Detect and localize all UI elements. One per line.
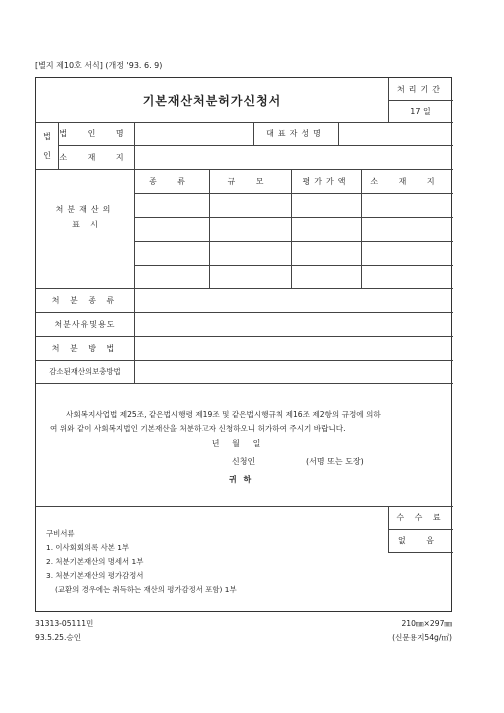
representative-field[interactable] (339, 123, 452, 144)
disposal-type-label: 처 분 종 류 (51, 295, 119, 305)
applicant-label: 신청인 (232, 457, 256, 466)
footer-approval: 93.5.25.승인 (35, 633, 82, 642)
corporation-name-field[interactable] (135, 123, 252, 144)
attachment-item: 2. 처분기본재산의 명세서 1부 (46, 557, 144, 566)
corporation-side-label: 인 (43, 150, 51, 160)
date-line: 년 월 일 (211, 438, 261, 448)
reduction-supplement-field[interactable] (135, 361, 452, 382)
statement-line: 사회복지사업법 제25조, 같은법시행령 제19조 및 같은법시행규칙 제16조 제2항의 규정에 의하 (66, 410, 381, 419)
representative-label: 대표자성명 (266, 129, 325, 138)
location-label: 소 재 지 (59, 152, 133, 162)
disposal-reason-label: 처분사유및용도 (54, 319, 116, 329)
disposal-reason-field[interactable] (135, 313, 452, 335)
disposal-type-field[interactable] (135, 289, 452, 311)
attachment-item: 3. 처분기본재산의 평가감정서 (46, 571, 144, 580)
corporation-side-label: 법 (43, 131, 51, 141)
fee-label: 수 수 료 (396, 513, 445, 522)
location-field[interactable] (135, 146, 452, 168)
rule (134, 193, 453, 194)
form-title: 기본재산처분허가신청서 (142, 93, 282, 108)
attachments-heading: 구비서류 (46, 529, 75, 538)
processing-period-label: 처리기간 (397, 84, 444, 94)
footer-size: 210㎜×297㎜ (401, 619, 452, 628)
reduction-supplement-label: 감소된재산의보충방법 (49, 367, 121, 376)
column-location: 소 재 지 (370, 176, 444, 186)
form-number: [별지 제10호 서식] (개정 '93. 6. 9) (35, 61, 163, 70)
fee-value: 없 음 (398, 536, 443, 545)
footer-paper: (신문용지54g/㎡) (392, 633, 452, 642)
addressee: 귀 하 (229, 475, 254, 484)
footer-code: 31313-05111민 (35, 619, 94, 628)
disposal-method-field[interactable] (135, 337, 452, 359)
corporation-name-label: 법 인 명 (59, 129, 133, 138)
rule (134, 265, 453, 266)
column-type: 종 류 (149, 176, 194, 186)
attachment-item: 1. 이사회회의록 사본 1부 (46, 543, 130, 552)
column-scale: 규 모 (227, 176, 273, 186)
disposal-method-label: 처 분 방 법 (51, 343, 119, 353)
property-display-label: 처분재산의 (55, 204, 115, 214)
statement-line: 여 위와 같이 사회복지법인 기본재산을 처분하고자 신청하오니 허가하여 주시기 바랍니다. (50, 424, 346, 433)
signature-label: (서명 또는 도장) (306, 457, 364, 466)
rule (36, 383, 453, 384)
property-display-label: 표 시 (72, 219, 98, 229)
rule (134, 217, 453, 218)
rule (388, 552, 453, 553)
application-form (35, 77, 452, 612)
processing-period-value: 17 일 (410, 106, 431, 116)
column-value: 평가가액 (302, 176, 350, 186)
attachment-item: (교환의 경우에는 취득하는 재산의 평가감정서 포함) 1부 (55, 585, 237, 594)
rule (134, 241, 453, 242)
